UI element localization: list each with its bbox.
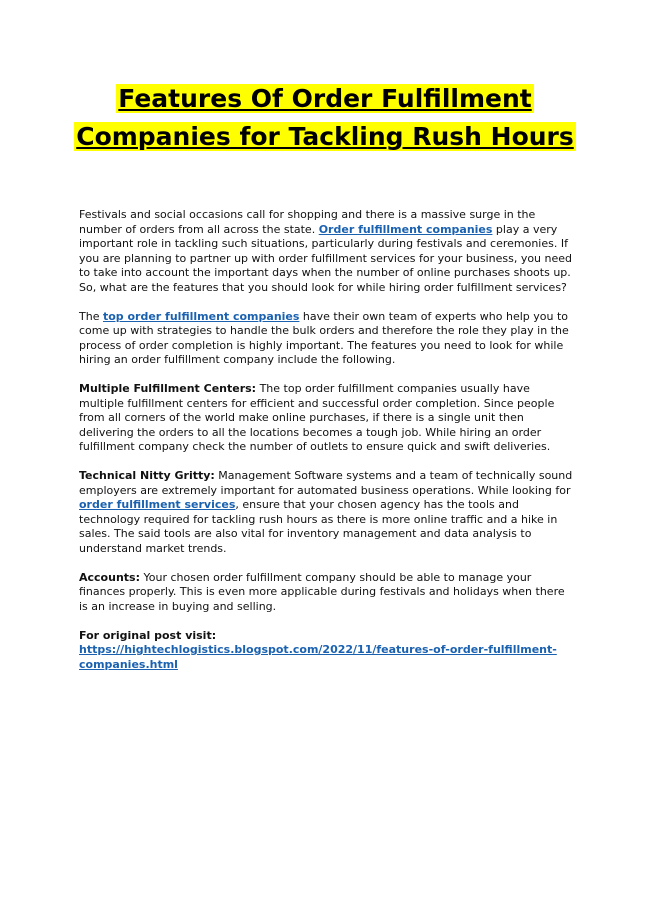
footer-url-line xyxy=(79,643,575,672)
page-title: Features Of Order Fulfillment Companies for Tackling Rush Hours xyxy=(76,84,574,151)
technical-text-before: Management Software systems and a team of technically sound employers are extremely important for automated business operations. While looking for xyxy=(79,469,573,497)
paragraph-intro xyxy=(79,208,575,295)
paragraph-intro-text-after: play a very important role in tackling such situations, particularly during festivals and ceremonies. If you are planning to partner up with order fulfillment services for your business, you need to take into account the important days when the number of online purchases shoots up. So, what are the features that you should look for while hiring order fulfillment services? xyxy=(79,222,573,294)
paragraph-experts xyxy=(79,310,575,368)
original-post-label: For original post visit: xyxy=(79,628,217,642)
footer-label-line xyxy=(79,629,575,644)
multiple-centers-heading: Multiple Fulfillment Centers: xyxy=(79,382,257,395)
paragraph-experts-text-before: The xyxy=(79,309,103,323)
order-fulfillment-companies-link[interactable]: Order fulfillment companies xyxy=(318,222,493,236)
top-order-fulfillment-companies-link[interactable]: top order fulfillment companies xyxy=(102,309,300,323)
order-fulfillment-services-link[interactable]: order fulfillment services xyxy=(79,498,236,511)
paragraph-intro-text-before: Festivals and social occasions call for shopping and there is a massive surge in the number of orders from all across the state. xyxy=(79,208,536,236)
original-post-link[interactable]: https://hightechlogistics.blogspot.com/2022/11/features-of-order-fulfillment-companies.html xyxy=(79,643,557,671)
accounts-text: Your chosen order fulfillment company should be able to manage your finances properly. This is even more applicable during festivals and holidays when there is an increase in buying and selling. xyxy=(79,570,565,613)
technical-heading: Technical Nitty Gritty: xyxy=(79,469,215,482)
paragraph-accounts xyxy=(79,571,575,615)
paragraph-multiple-centers xyxy=(79,382,575,455)
title-block xyxy=(60,80,590,156)
accounts-heading: Accounts: xyxy=(79,570,140,584)
multiple-centers-text: The top order fulfillment companies usually have multiple fulfillment centers for efficient and successful order completion. Since people from all corners of the world make online purchases, if there is a single unit then delivering the orders to all the locations becomes a tough job. While hiring an order fulfillment company check the number of outlets to ensure quick and swift deliveries. xyxy=(79,382,555,453)
paragraph-experts-text-after: have their own team of experts who help you to come up with strategies to handle the bulk orders and therefore the role they play in the process of order completion is highly important. The features you need to look for while hiring an order fulfillment company include the following. xyxy=(79,309,569,366)
article-body xyxy=(79,208,575,672)
paragraph-technical xyxy=(79,469,575,556)
technical-text-after: , ensure that your chosen agency has the tools and technology required for tackling rush hours as there is more online traffic and a hike in sales. The said tools are also vital for inventory management and data analysis to understand market trends. xyxy=(79,498,558,555)
